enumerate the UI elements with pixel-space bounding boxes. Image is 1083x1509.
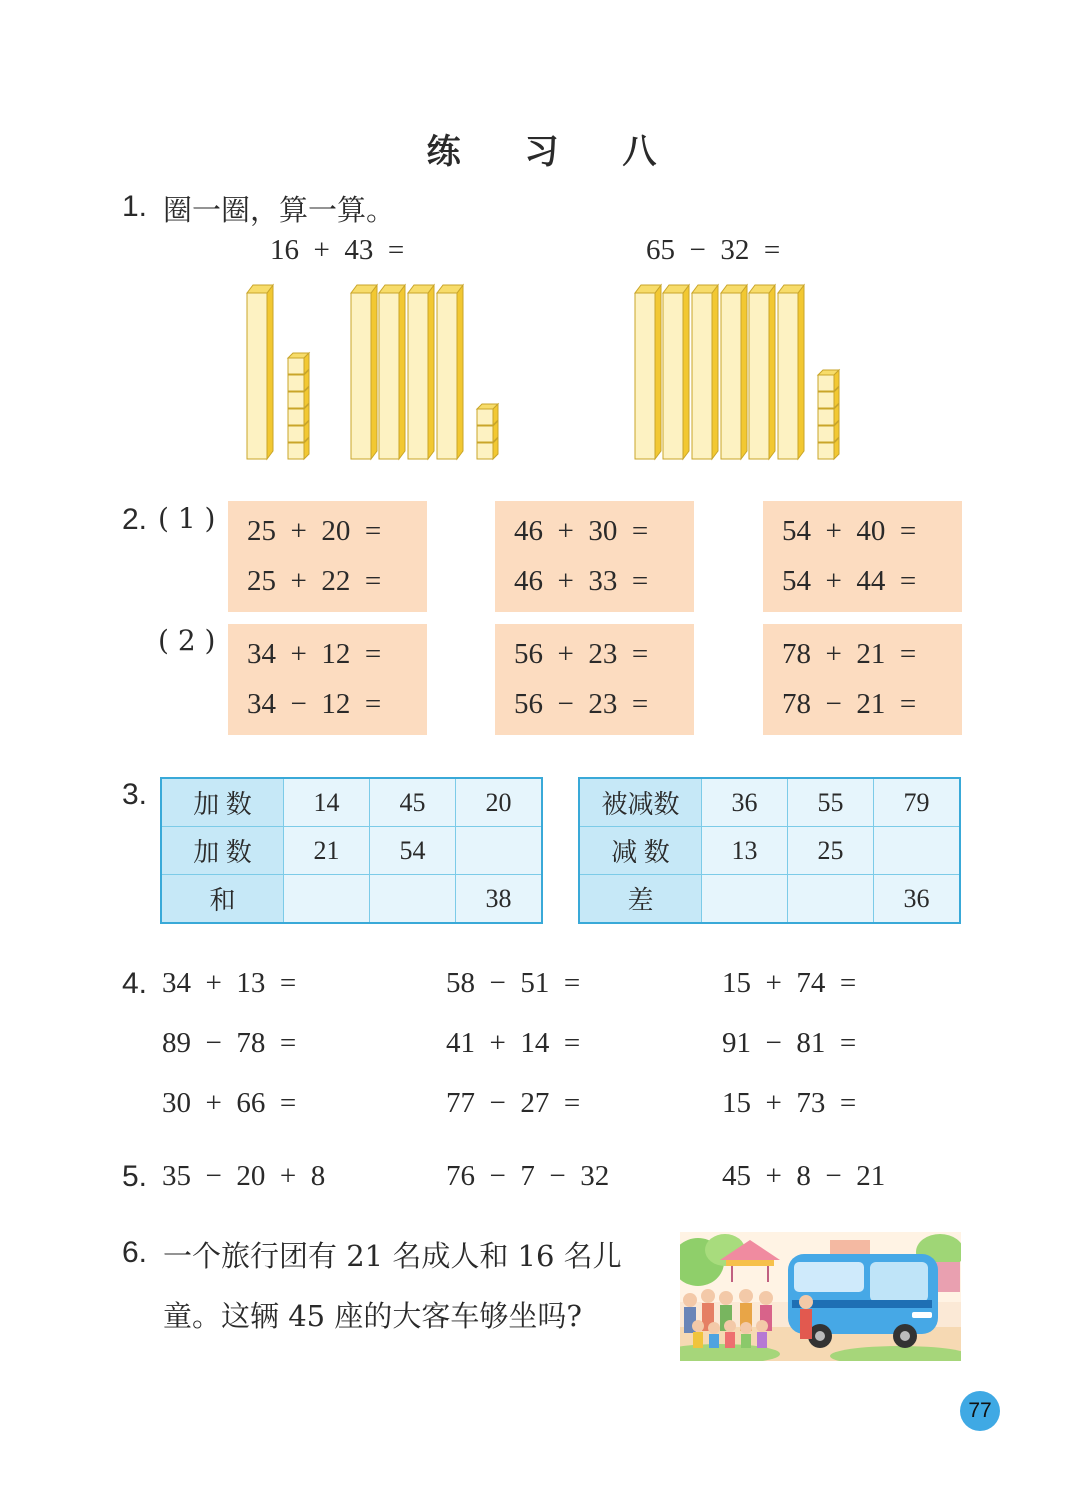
subtraction-table <box>578 777 961 924</box>
equation: 58 − 51 = <box>446 967 581 999</box>
page-title: 练 习 八 <box>426 132 683 172</box>
equation: 78 − 21 = <box>782 688 917 720</box>
cube-stack-6 <box>288 353 309 459</box>
table-cell <box>874 827 961 875</box>
equation: 30 + 66 = <box>162 1087 297 1119</box>
rods-six-tens <box>635 285 804 459</box>
question-1-number: 1. <box>122 190 148 223</box>
row-label: 减 数 <box>579 827 702 875</box>
sum-difference-box <box>763 624 962 735</box>
question-1-prompt: 圈一圈，算一算。 <box>163 193 396 227</box>
row-label: 加 数 <box>161 827 284 875</box>
word-problem-line-2: 童。这辆 45 座的大客车够坐吗? <box>163 1299 582 1333</box>
equation: 54 + 44 = <box>782 565 917 597</box>
q1-equation-right: 65 − 32 = <box>646 234 781 266</box>
table-row <box>579 778 960 827</box>
table-cell: 79 <box>874 778 961 827</box>
table-cell <box>284 875 370 924</box>
equation: 89 − 78 = <box>162 1027 297 1059</box>
equation: 41 + 14 = <box>446 1027 581 1059</box>
equation: 78 + 21 = <box>782 638 917 670</box>
sum-box <box>228 501 427 612</box>
table-cell: 13 <box>702 827 788 875</box>
table-row <box>161 778 542 827</box>
table-cell: 20 <box>456 778 543 827</box>
table-row <box>161 827 542 875</box>
equation: 34 + 13 = <box>162 967 297 999</box>
sum-box <box>763 501 962 612</box>
equation: 54 + 40 = <box>782 515 917 547</box>
expression: 76 − 7 − 32 <box>446 1160 610 1192</box>
sum-box <box>495 501 694 612</box>
question-4-number: 4. <box>122 967 148 1000</box>
table-cell <box>370 875 456 924</box>
equation: 25 + 20 = <box>247 515 382 547</box>
expression: 45 + 8 − 21 <box>722 1160 886 1192</box>
table-cell <box>788 875 874 924</box>
row-label: 被减数 <box>579 778 702 827</box>
addition-table <box>160 777 543 924</box>
row-label: 差 <box>579 875 702 924</box>
table-cell: 54 <box>370 827 456 875</box>
rods-four-tens <box>351 285 463 459</box>
q2-sub-label-2: ( 2 ) <box>158 624 216 657</box>
cube-stack-5 <box>818 370 839 459</box>
table-row <box>579 827 960 875</box>
table-row <box>161 875 542 924</box>
rod-ten <box>247 285 273 459</box>
question-2-number: 2. <box>122 503 148 536</box>
sum-difference-box <box>495 624 694 735</box>
table-cell: 36 <box>702 778 788 827</box>
place-value-blocks <box>0 0 1083 480</box>
equation: 56 + 23 = <box>514 638 649 670</box>
sum-difference-box <box>228 624 427 735</box>
bus-tour-illustration <box>680 1232 961 1361</box>
equation: 15 + 74 = <box>722 967 857 999</box>
equation: 34 − 12 = <box>247 688 382 720</box>
equation: 46 + 30 = <box>514 515 649 547</box>
table-cell <box>456 827 543 875</box>
row-label: 和 <box>161 875 284 924</box>
q2-sub-label-1: ( 1 ) <box>158 502 216 535</box>
table-cell: 14 <box>284 778 370 827</box>
equation: 34 + 12 = <box>247 638 382 670</box>
page-number-badge: 77 <box>960 1391 1000 1431</box>
table-cell: 36 <box>874 875 961 924</box>
table-cell: 25 <box>788 827 874 875</box>
table-cell: 55 <box>788 778 874 827</box>
equation: 15 + 73 = <box>722 1087 857 1119</box>
equation: 91 − 81 = <box>722 1027 857 1059</box>
table-cell: 38 <box>456 875 543 924</box>
row-label: 加 数 <box>161 778 284 827</box>
equation: 77 − 27 = <box>446 1087 581 1119</box>
cube-stack-3 <box>477 404 498 459</box>
question-5-number: 5. <box>122 1160 148 1193</box>
table-cell: 45 <box>370 778 456 827</box>
question-3-number: 3. <box>122 778 148 811</box>
equation: 56 − 23 = <box>514 688 649 720</box>
equation: 25 + 22 = <box>247 565 382 597</box>
question-6-number: 6. <box>122 1236 148 1269</box>
table-cell: 21 <box>284 827 370 875</box>
q1-equation-left: 16 + 43 = <box>270 234 405 266</box>
table-row <box>579 875 960 924</box>
equation: 46 + 33 = <box>514 565 649 597</box>
word-problem-line-1: 一个旅行团有 21 名成人和 16 名儿 <box>163 1239 622 1273</box>
table-cell <box>702 875 788 924</box>
expression: 35 − 20 + 8 <box>162 1160 326 1192</box>
